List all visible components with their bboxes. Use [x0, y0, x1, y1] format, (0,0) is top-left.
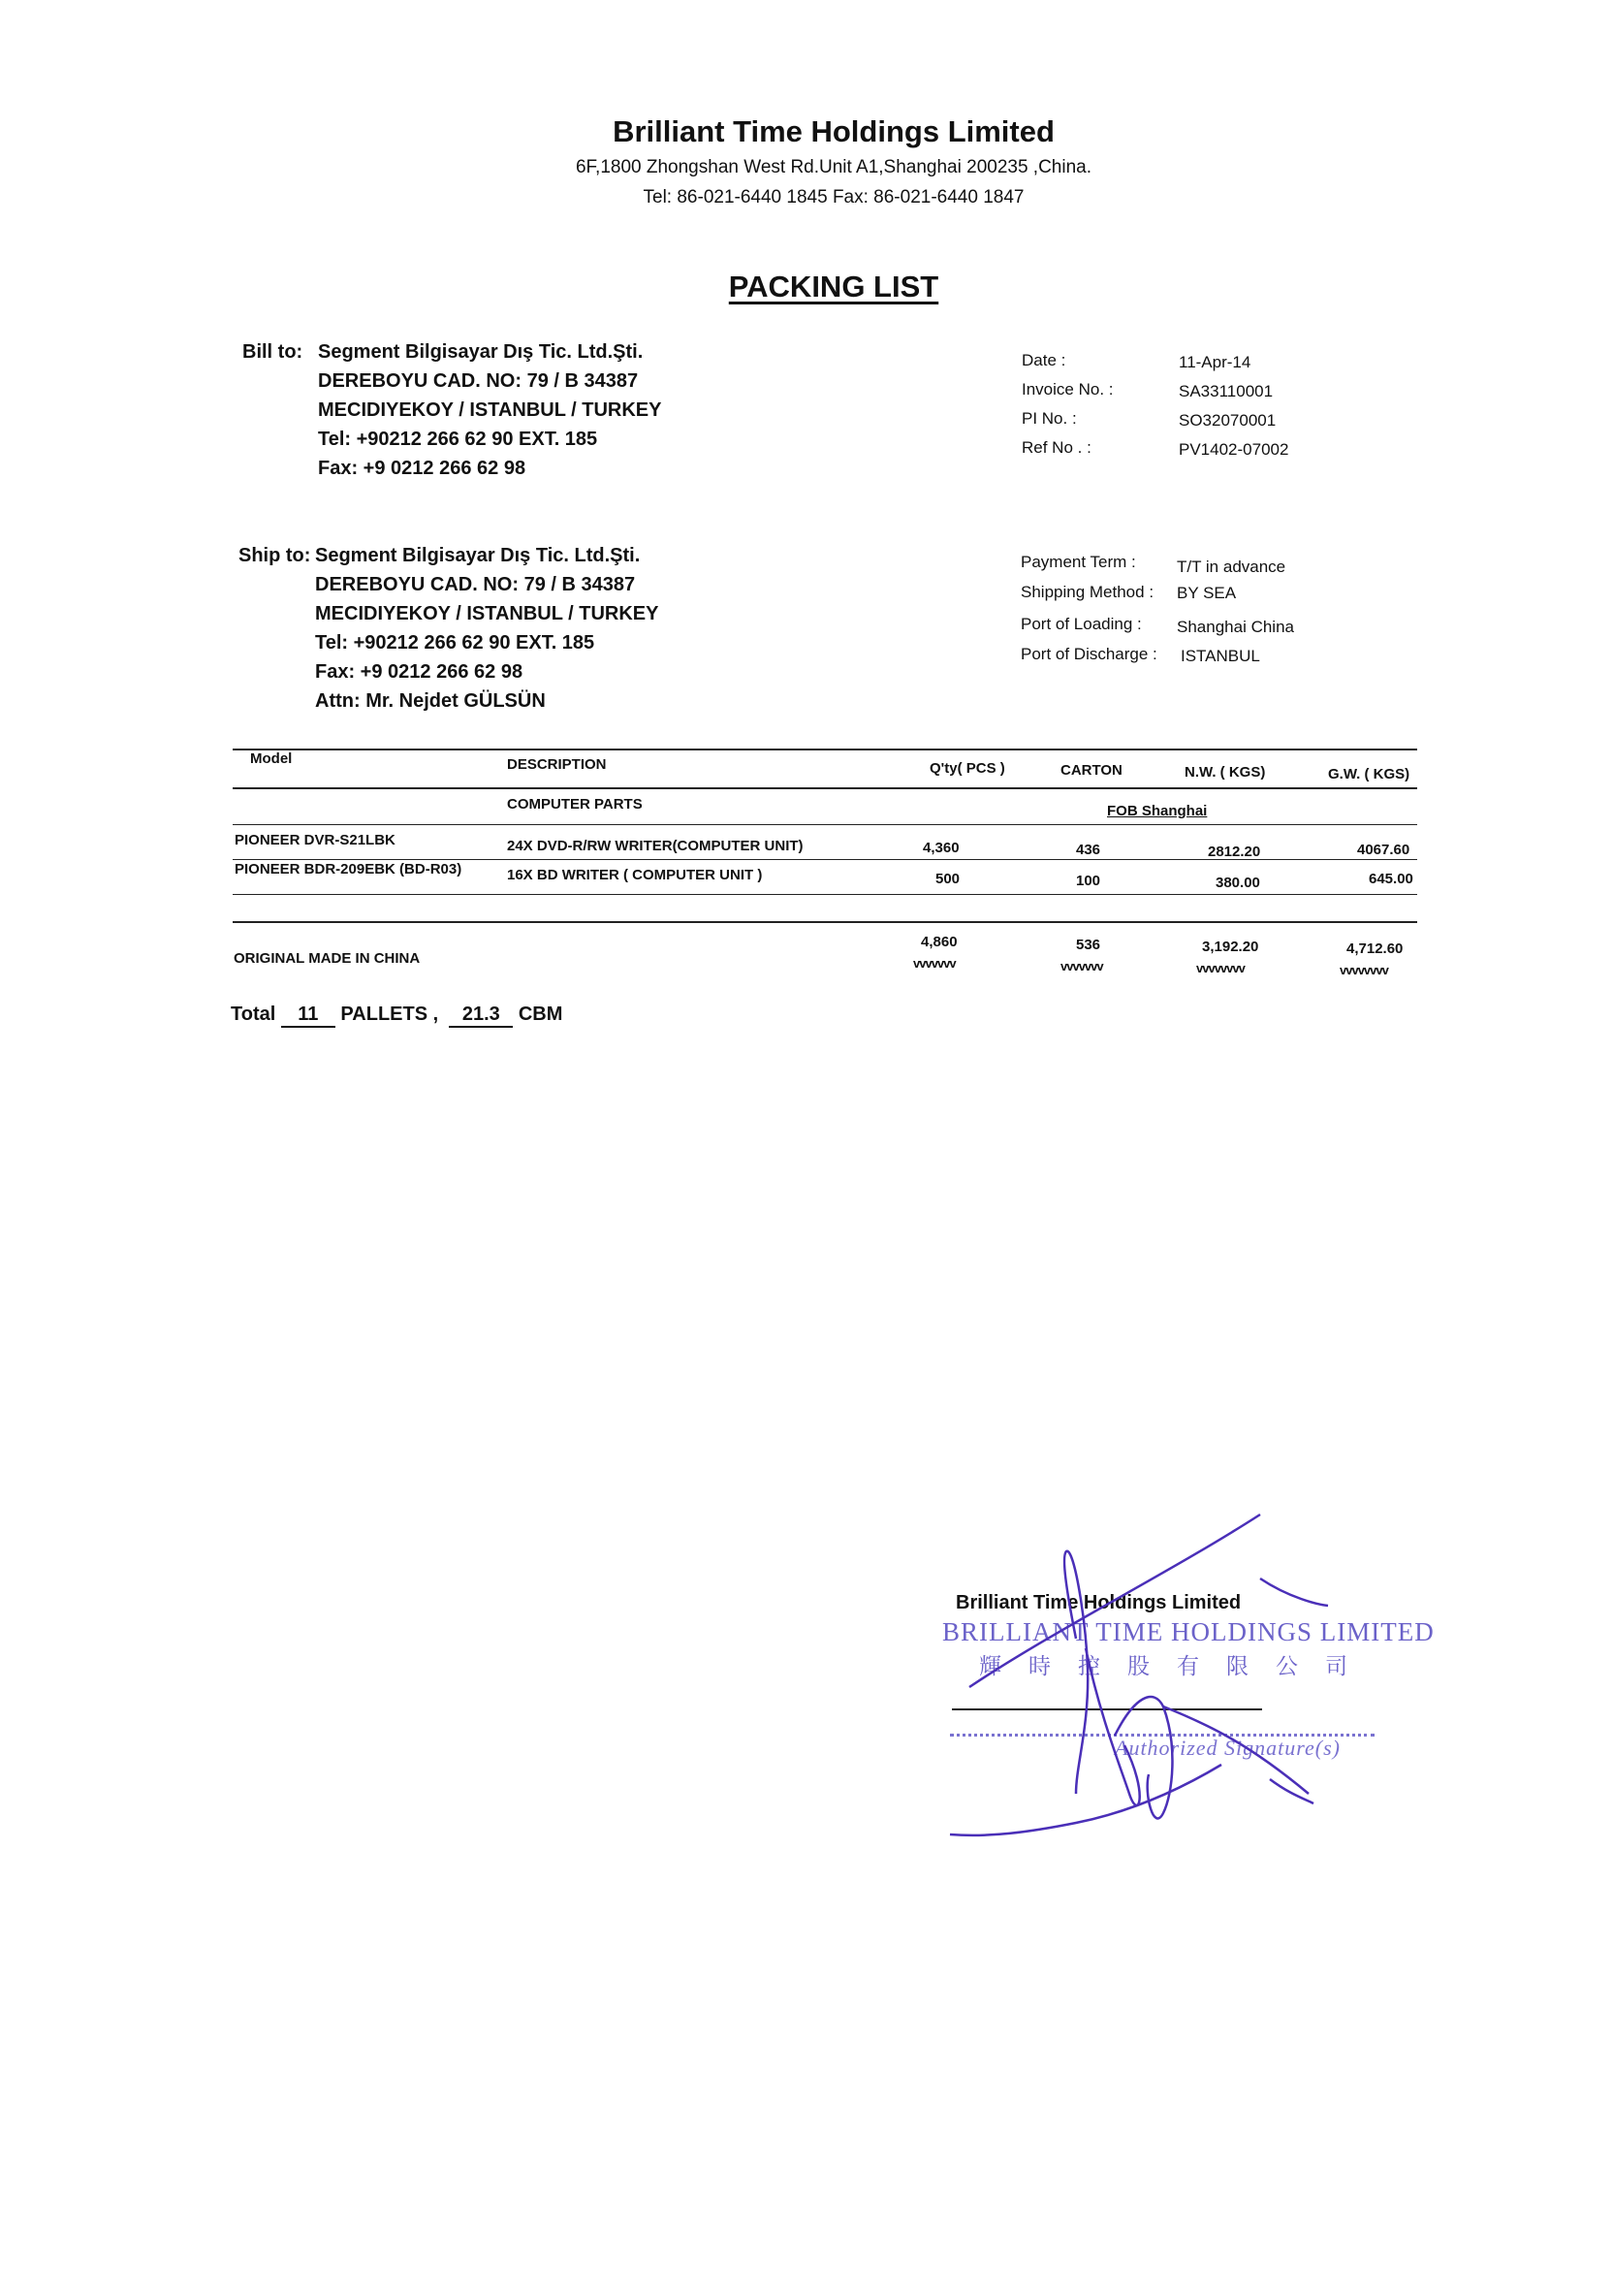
header-bottom-rule — [233, 787, 1417, 789]
meta-label: Shipping Method : — [1021, 583, 1154, 601]
meta-value: SO32070001 — [1179, 411, 1277, 430]
total-prefix: Total — [231, 1004, 276, 1025]
cbm-value: 21.3 — [449, 1004, 513, 1028]
bill-to-line: DEREBOYU CAD. NO: 79 / B 34387 — [318, 370, 639, 392]
cell-carton: 100 — [1076, 873, 1101, 889]
meta-label: PI No. : — [1022, 409, 1077, 428]
bill-to-line: Segment Bilgisayar Dış Tic. Ltd.Şti. — [318, 341, 644, 363]
authorized-signature-label: Authorized Signature(s) — [1115, 1736, 1341, 1760]
meta-value: 11-Apr-14 — [1179, 353, 1251, 371]
meta-label: Port of Discharge : — [1021, 645, 1157, 663]
company-address: 6F,1800 Zhongshan West Rd.Unit A1,Shanghai 200235 ,China. — [575, 157, 1092, 177]
cell-description: 16X BD WRITER ( COMPUTER UNIT ) — [507, 867, 763, 883]
bill-to-line: Fax: +9 0212 266 62 98 — [318, 458, 526, 479]
company-tel-fax: Tel: 86-021-6440 1845 Fax: 86-021-6440 1847 — [643, 187, 1025, 207]
cell-gw: 4067.60 — [1357, 842, 1410, 858]
meta-value: BY SEA — [1177, 584, 1237, 602]
cell-qty: 500 — [935, 871, 961, 887]
ship-to-line: Segment Bilgisayar Dış Tic. Ltd.Şti. — [315, 545, 641, 566]
cell-nw: 2812.20 — [1208, 844, 1261, 860]
meta-label: Payment Term : — [1021, 553, 1136, 571]
col-header-gw: G.W. ( KGS) — [1328, 766, 1410, 782]
document-title: PACKING LIST — [728, 270, 939, 303]
ship-to-line: Fax: +9 0212 266 62 98 — [315, 661, 523, 683]
ship-to-line: Attn: Mr. Nejdet GÜLSÜN — [315, 690, 546, 712]
col-header-description: DESCRIPTION — [507, 756, 607, 773]
handwritten-signature — [931, 1503, 1396, 1842]
company-name: Brilliant Time Holdings Limited — [613, 114, 1055, 148]
total-carton: 536 — [1076, 937, 1101, 953]
meta-value: Shanghai China — [1177, 618, 1294, 636]
total-pallets-line — [231, 1004, 562, 1028]
ship-to-line: Tel: +90212 266 62 90 EXT. 185 — [315, 632, 595, 654]
total-gw-mark: vvvvvvvv — [1340, 963, 1388, 977]
company-stamp-cn: 輝時控股有限公司 — [979, 1654, 1375, 1678]
ship-to-line: DEREBOYU CAD. NO: 79 / B 34387 — [315, 574, 636, 595]
totals-top-rule — [233, 921, 1417, 923]
meta-value: SA33110001 — [1179, 382, 1274, 400]
cell-model: PIONEER DVR-S21LBK — [235, 832, 395, 848]
meta-label: Invoice No. : — [1022, 380, 1114, 399]
ship-to-label: Ship to: — [238, 545, 311, 566]
cell-nw: 380.00 — [1216, 875, 1260, 891]
total-qty-mark: vvvvvvv — [913, 956, 956, 971]
meta-label: Ref No . : — [1022, 438, 1091, 457]
signature-company: Brilliant Time Holdings Limited — [956, 1592, 1242, 1613]
row-rule — [233, 859, 1417, 860]
incoterm-label: FOB Shanghai — [1107, 803, 1208, 819]
company-stamp-en: BRILLIANT TIME HOLDINGS LIMITED — [942, 1617, 1435, 1646]
meta-value: ISTANBUL — [1181, 647, 1260, 665]
bill-to-label: Bill to: — [242, 341, 303, 363]
col-header-qty: Q'ty( PCS ) — [930, 760, 1005, 777]
bill-to-line: Tel: +90212 266 62 90 EXT. 185 — [318, 429, 598, 450]
cbm-label: CBM — [518, 1004, 563, 1025]
category-bottom-rule — [233, 824, 1417, 825]
cell-qty: 4,360 — [923, 840, 960, 856]
total-gw: 4,712.60 — [1346, 941, 1404, 957]
cell-carton: 436 — [1076, 842, 1101, 858]
origin-label: ORIGINAL MADE IN CHINA — [234, 950, 421, 967]
meta-value: PV1402-07002 — [1179, 440, 1289, 459]
col-header-nw: N.W. ( KGS) — [1185, 764, 1266, 781]
pallet-count: 11 — [281, 1004, 335, 1028]
col-header-model: Model — [250, 750, 293, 767]
col-header-carton: CARTON — [1060, 762, 1123, 779]
row-rule — [233, 894, 1417, 895]
bill-to-line: MECIDIYEKOY / ISTANBUL / TURKEY — [318, 399, 662, 421]
cell-gw: 645.00 — [1369, 871, 1413, 887]
cell-model: PIONEER BDR-209EBK (BD-R03) — [235, 861, 462, 877]
pallets-label: PALLETS , — [340, 1004, 439, 1025]
table-top-rule — [233, 749, 1417, 750]
meta-value: T/T in advance — [1177, 558, 1286, 576]
cell-description: 24X DVD-R/RW WRITER(COMPUTER UNIT) — [507, 838, 804, 854]
total-carton-mark: vvvvvvv — [1060, 959, 1103, 973]
ship-to-line: MECIDIYEKOY / ISTANBUL / TURKEY — [315, 603, 659, 624]
total-nw-mark: vvvvvvvv — [1196, 961, 1245, 975]
meta-label: Date : — [1022, 351, 1066, 369]
total-qty: 4,860 — [921, 934, 958, 950]
total-nw: 3,192.20 — [1202, 939, 1259, 955]
meta-label: Port of Loading : — [1021, 615, 1142, 633]
category-label: COMPUTER PARTS — [507, 796, 643, 813]
